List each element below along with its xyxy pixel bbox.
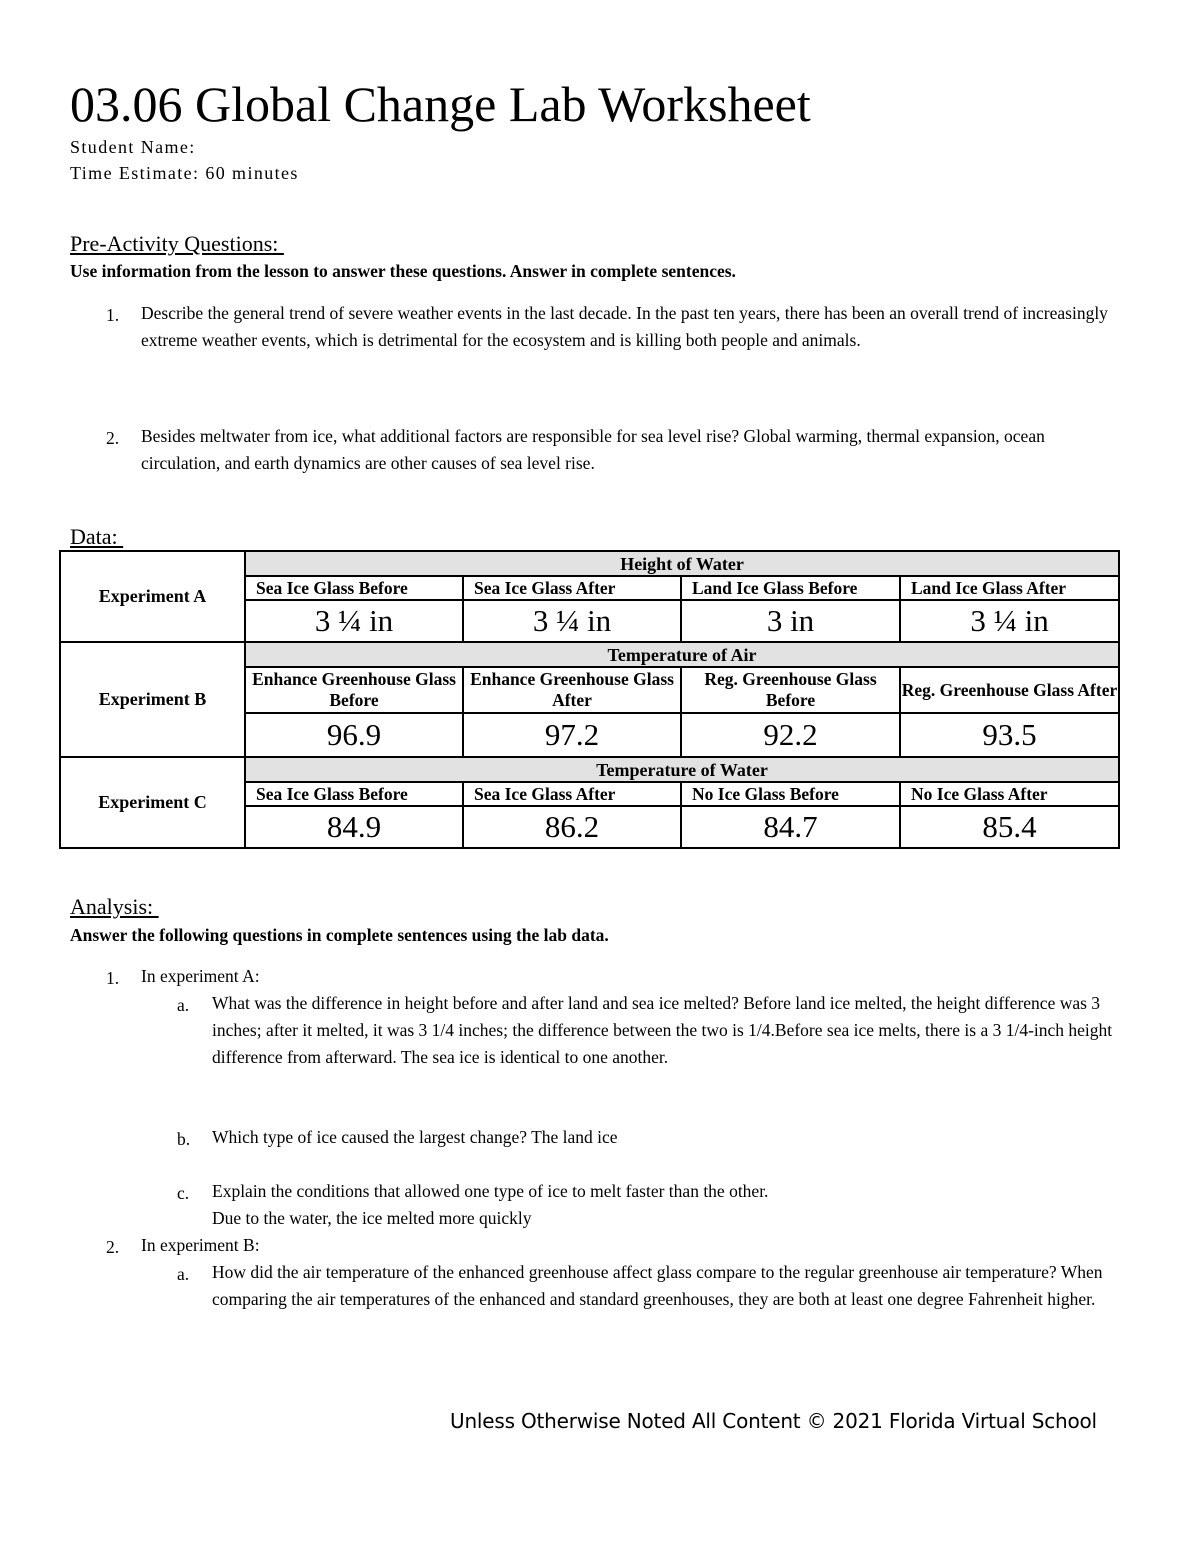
experiment-a-group-row [60, 551, 1119, 576]
table-column-header: Sea Ice Glass Before [245, 782, 463, 806]
analysis-q1c-letter: c. [177, 1183, 190, 1203]
table-column-header: Sea Ice Glass After [463, 576, 681, 600]
data-table [59, 550, 1120, 849]
analysis-q2a: How did the air temperature of the enhanced greenhouse affect glass compare to the regular greenhouse air temperature? When comparing the air temperatures of the enhanced and standard greenhouses, they are both at least one degree Fahrenheit higher. [212, 1262, 1103, 1309]
table-cell-value: 85.4 [900, 806, 1119, 848]
analysis-q1c: Explain the conditions that allowed one type of ice to melt faster than the other. [212, 1181, 769, 1201]
student-name-label: Student Name: [70, 137, 196, 157]
experiment-b-label: Experiment B [60, 642, 245, 757]
height-of-water-header: Height of Water [245, 551, 1119, 576]
temperature-of-water-header: Temperature of Water [245, 757, 1119, 782]
table-cell-value: 93.5 [900, 713, 1119, 757]
analysis-q1c-answer: Due to the water, the ice melted more quickly [212, 1208, 532, 1228]
table-column-header: No Ice Glass After [900, 782, 1119, 806]
analysis-q1b: Which type of ice caused the largest change? The land ice [212, 1127, 618, 1147]
table-column-header: Enhance Greenhouse Glass Before [245, 667, 463, 713]
table-column-header: Reg. Greenhouse Glass Before [681, 667, 900, 713]
table-column-header: Sea Ice Glass After [463, 782, 681, 806]
table-cell-value: 97.2 [463, 713, 681, 757]
table-column-header: Reg. Greenhouse Glass After [900, 667, 1119, 713]
table-cell-value: 84.7 [681, 806, 900, 848]
analysis-q1b-letter: b. [177, 1129, 191, 1149]
pre-question-1-number: 1. [106, 305, 120, 325]
analysis-question-2: In experiment B: [141, 1235, 260, 1255]
time-estimate: Time Estimate: 60 minutes [70, 163, 299, 183]
pre-activity-heading: Pre-Activity Questions: [70, 231, 284, 256]
temperature-of-air-header: Temperature of Air [245, 642, 1119, 667]
pre-question-2: Besides meltwater from ice, what additional factors are responsible for sea level rise? Global warming, thermal expansion, ocean circulation, and earth dynamics are other causes of sea level rise. [141, 426, 1045, 473]
analysis-instruction: Answer the following questions in complete sentences using the lab data. [70, 925, 609, 945]
data-heading: Data: [70, 524, 124, 549]
table-cell-value: 3 in [681, 600, 900, 642]
table-column-header: Sea Ice Glass Before [245, 576, 463, 600]
table-cell-value: 3 ¼ in [245, 600, 463, 642]
table-cell-value: 84.9 [245, 806, 463, 848]
table-cell-value: 3 ¼ in [900, 600, 1119, 642]
table-cell-value: 3 ¼ in [463, 600, 681, 642]
pre-question-1: Describe the general trend of severe weather events in the last decade. In the past ten years, there has been an overall trend of increasingly extreme weather events, which is detrimental for the ecosystem and is killing both people and animals. [141, 303, 1108, 350]
table-cell-value: 96.9 [245, 713, 463, 757]
analysis-question-1-number: 1. [106, 968, 120, 988]
copyright-footer: Unless Otherwise Noted All Content © 2021 Florida Virtual School [450, 1409, 1097, 1433]
experiment-c-group-row [60, 757, 1119, 782]
analysis-heading: Analysis: [70, 894, 159, 919]
page-title: 03.06 Global Change Lab Worksheet [70, 76, 811, 132]
table-column-header: No Ice Glass Before [681, 782, 900, 806]
experiment-a-label: Experiment A [60, 551, 245, 642]
table-column-header: Land Ice Glass Before [681, 576, 900, 600]
experiment-b-group-row [60, 642, 1119, 667]
table-cell-value: 86.2 [463, 806, 681, 848]
analysis-q1a: What was the difference in height before and after land and sea ice melted? Before land ice melted, the height difference was 3 inches; after it melted, it was 3 1/4 inches; the difference between the two is 1/4.Before sea ice melts, there is a 3 1/4-inch height difference from afterward. The sea ice is identical to one another. [212, 993, 1113, 1067]
analysis-q1a-letter: a. [177, 995, 190, 1015]
pre-activity-instruction: Use information from the lesson to answer these questions. Answer in complete sentences. [70, 261, 736, 281]
pre-question-2-number: 2. [106, 428, 120, 448]
experiment-c-label: Experiment C [60, 757, 245, 848]
table-column-header: Enhance Greenhouse Glass After [463, 667, 681, 713]
analysis-q2a-letter: a. [177, 1264, 190, 1284]
analysis-question-1: In experiment A: [141, 966, 260, 986]
table-cell-value: 92.2 [681, 713, 900, 757]
table-column-header: Land Ice Glass After [900, 576, 1119, 600]
analysis-question-2-number: 2. [106, 1237, 120, 1257]
